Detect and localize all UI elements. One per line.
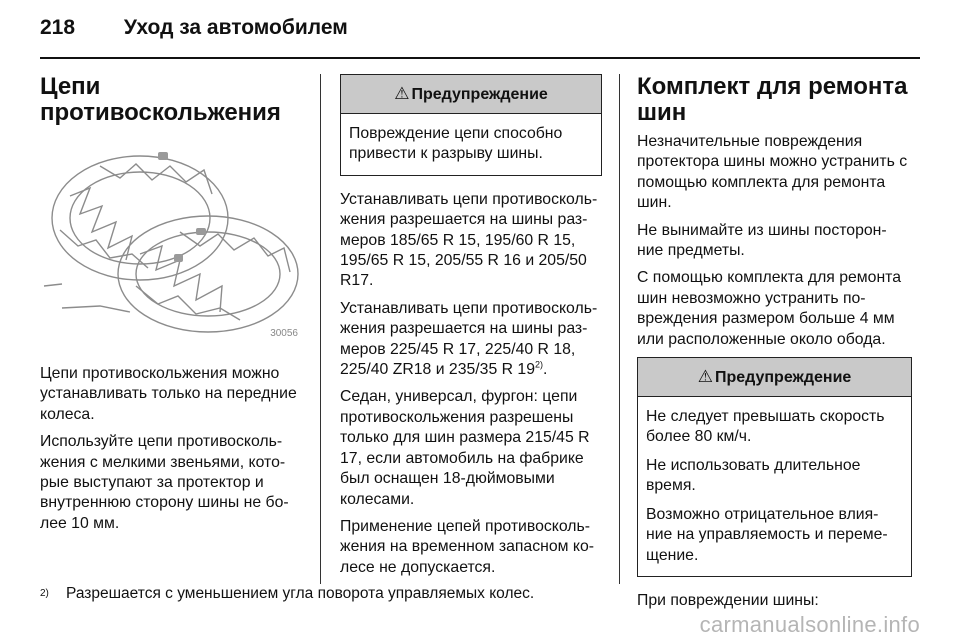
warning-header: [638, 358, 911, 397]
column-chain-sizes: [340, 74, 602, 585]
warning-text: Повреждение цепи способно привести к разрыву шины.: [349, 125, 563, 163]
warning-triangle-icon: ⚠: [697, 367, 713, 387]
paragraph: Применение цепей противосколь-жения на временном запасном ко-лесе не допускается.: [340, 517, 594, 576]
warning-heading: Предупреждение: [411, 86, 548, 103]
column-divider-1: [320, 74, 321, 584]
paragraph: Используйте цепи противосколь-жения с мелкими звеньями, кото-рые выступают за протектор и внутреннюю сторону шины не бо-лее 10 мм.: [40, 433, 289, 532]
paragraph: Незначительные повреждения протектора шины можно устранить с помощью комплекта для ремонта шин.: [637, 133, 908, 212]
warning-triangle-icon: ⚠: [394, 84, 410, 103]
column-divider-2: [619, 74, 620, 584]
page-title: Уход за автомобилем: [123, 16, 348, 39]
footnote-ref: 2): [535, 359, 544, 370]
section-title-snow-chains: Цепи противоскольжения: [40, 73, 281, 126]
column-tire-repair-kit: [637, 74, 912, 618]
paragraph: С помощью комплекта для ремонта шин невозможно устранить по-вреждения размером больше 4 мм или расположенные около обода.: [637, 269, 902, 348]
header-rule: [40, 57, 920, 59]
page-number: 218: [40, 16, 76, 39]
section-title-tire-repair: Комплект для ремонта шин: [637, 73, 908, 126]
warning-body: [638, 397, 911, 576]
paragraph: Устанавливать цепи противосколь-жения разрешается на шины раз-меров 185/65 R 15, 195/60 R 15, 195/65 R 15, 205/55 R 16 и 205/50 R17.: [340, 190, 598, 290]
warning-text: Не следует превышать скорость более 80 км/ч.: [646, 408, 885, 446]
warning-text: Не использовать длительное время.: [646, 456, 861, 495]
paragraph: Устанавливать цепи противосколь-жения разрешается на шины раз-меров 225/45 R 17, 225/40 R 18, 225/40 ZR18 и 235/35 R 19$^{2)}$.: [340, 299, 598, 379]
paragraph: Цепи противоскольжения можно устанавливать только на передние колеса.: [40, 365, 297, 423]
snow-chains-drawing: [40, 136, 302, 350]
column-snow-chains: [40, 74, 302, 541]
warning-box: [340, 74, 602, 176]
page-header: [40, 14, 348, 42]
warning-header: [341, 75, 601, 114]
warning-text: Возможно отрицательное влия-ние на управляемость и переме-щение.: [646, 505, 888, 564]
footnote: [40, 584, 534, 604]
paragraph: При повреждении шины:: [637, 591, 819, 609]
paragraph: Седан, универсал, фургон: цепи противоскольжения разрешены только для шин размера 215/45 R 17, если автомобиль на фабрике был оснащен 18-дюймовыми колесами.: [340, 388, 590, 508]
snow-chains-illustration: [40, 136, 302, 350]
watermark: carmanualsonline.info: [699, 612, 920, 637]
footnote-text: Разрешается с уменьшением угла поворота управляемых колес.: [66, 585, 535, 602]
warning-heading: Предупреждение: [714, 369, 852, 387]
figure-number: 30056: [270, 327, 298, 339]
warning-body: [341, 114, 601, 175]
warning-box: [637, 357, 912, 577]
paragraph: Не вынимайте из шины посторон-ние предметы.: [637, 221, 887, 260]
footnote-marker: 2): [40, 588, 49, 599]
